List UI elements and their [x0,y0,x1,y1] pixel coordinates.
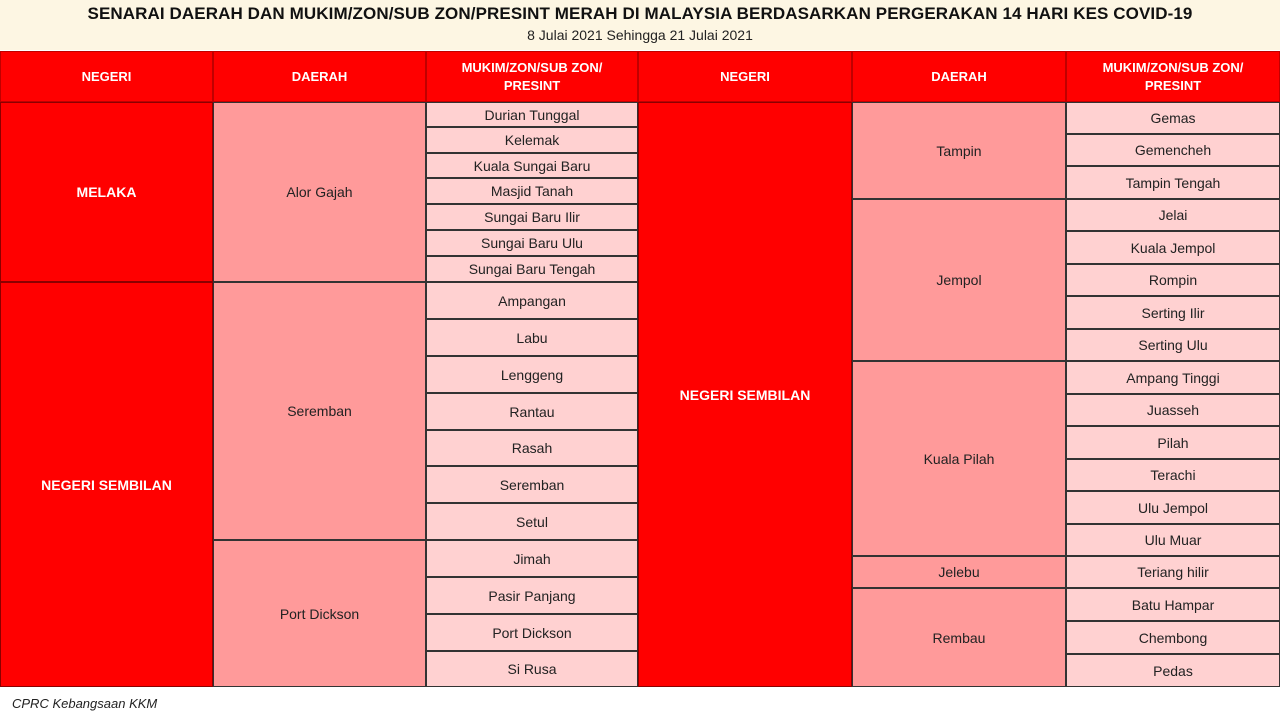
mukim-cell: Chembong [1066,621,1280,654]
district-cell: Port Dickson [213,540,426,687]
district-cell: Kuala Pilah [852,361,1066,556]
page-title: SENARAI DAERAH DAN MUKIM/ZON/SUB ZON/PRESINT MERAH DI MALAYSIA BERDASARKAN PERGERAKAN 14 HARI KES COVID-19 [87,4,1193,23]
mukim-cell: Kuala Sungai Baru [426,153,638,178]
mukim-cell: Jelai [1066,199,1280,231]
mukim-cell: Juasseh [1066,394,1280,426]
mukim-cell: Teriang hilir [1066,556,1280,588]
mukim-cell: Rompin [1066,264,1280,296]
mukim-cell: Jimah [426,540,638,577]
mukim-cell: Si Rusa [426,651,638,687]
mukim-cell: Lenggeng [426,356,638,393]
mukim-cell: Tampin Tengah [1066,166,1280,199]
mukim-cell: Setul [426,503,638,540]
mukim-cell: Kuala Jempol [1066,231,1280,264]
mukim-cell: Pilah [1066,426,1280,459]
mukim-cell: Durian Tunggal [426,102,638,127]
title-banner [0,0,1280,50]
mukim-cell: Gemencheh [1066,134,1280,166]
mukim-cell: Serting Ilir [1066,296,1280,329]
mukim-cell: Labu [426,319,638,356]
header-daerah-left: DAERAH [213,51,426,102]
district-cell: Seremban [213,282,426,540]
district-cell: Jelebu [852,556,1066,588]
header-mukim-left: MUKIM/ZON/SUB ZON/ PRESINT [426,51,638,102]
state-cell: MELAKA [0,102,213,282]
mukim-cell: Kelemak [426,127,638,153]
mukim-cell: Batu Hampar [1066,588,1280,621]
date-range: 8 Julai 2021 Sehingga 21 Julai 2021 [527,27,753,43]
mukim-cell: Rasah [426,430,638,466]
mukim-cell: Ulu Jempol [1066,491,1280,524]
mukim-cell: Masjid Tanah [426,178,638,204]
mukim-cell: Port Dickson [426,614,638,651]
mukim-cell: Pedas [1066,654,1280,687]
mukim-cell: Ampangan [426,282,638,319]
mukim-cell: Gemas [1066,102,1280,134]
header-negeri-right: NEGERI [638,51,852,102]
mukim-cell: Ampang Tinggi [1066,361,1280,394]
mukim-cell: Sungai Baru Tengah [426,256,638,282]
district-cell: Jempol [852,199,1066,361]
header-mukim-right: MUKIM/ZON/SUB ZON/ PRESINT [1066,51,1280,102]
source-credit: CPRC Kebangsaan KKM [12,696,158,711]
mukim-cell: Serting Ulu [1066,329,1280,361]
header-negeri-left: NEGERI [0,51,213,102]
mukim-cell: Terachi [1066,459,1280,491]
mukim-cell: Sungai Baru Ulu [426,230,638,256]
district-cell: Alor Gajah [213,102,426,282]
mukim-cell: Sungai Baru Ilir [426,204,638,230]
district-cell: Tampin [852,102,1066,199]
header-daerah-right: DAERAH [852,51,1066,102]
mukim-cell: Seremban [426,466,638,503]
mukim-cell: Rantau [426,393,638,430]
mukim-cell: Ulu Muar [1066,524,1280,556]
state-cell: NEGERI SEMBILAN [0,282,213,687]
state-cell: NEGERI SEMBILAN [638,102,852,687]
mukim-cell: Pasir Panjang [426,577,638,614]
district-cell: Rembau [852,588,1066,687]
